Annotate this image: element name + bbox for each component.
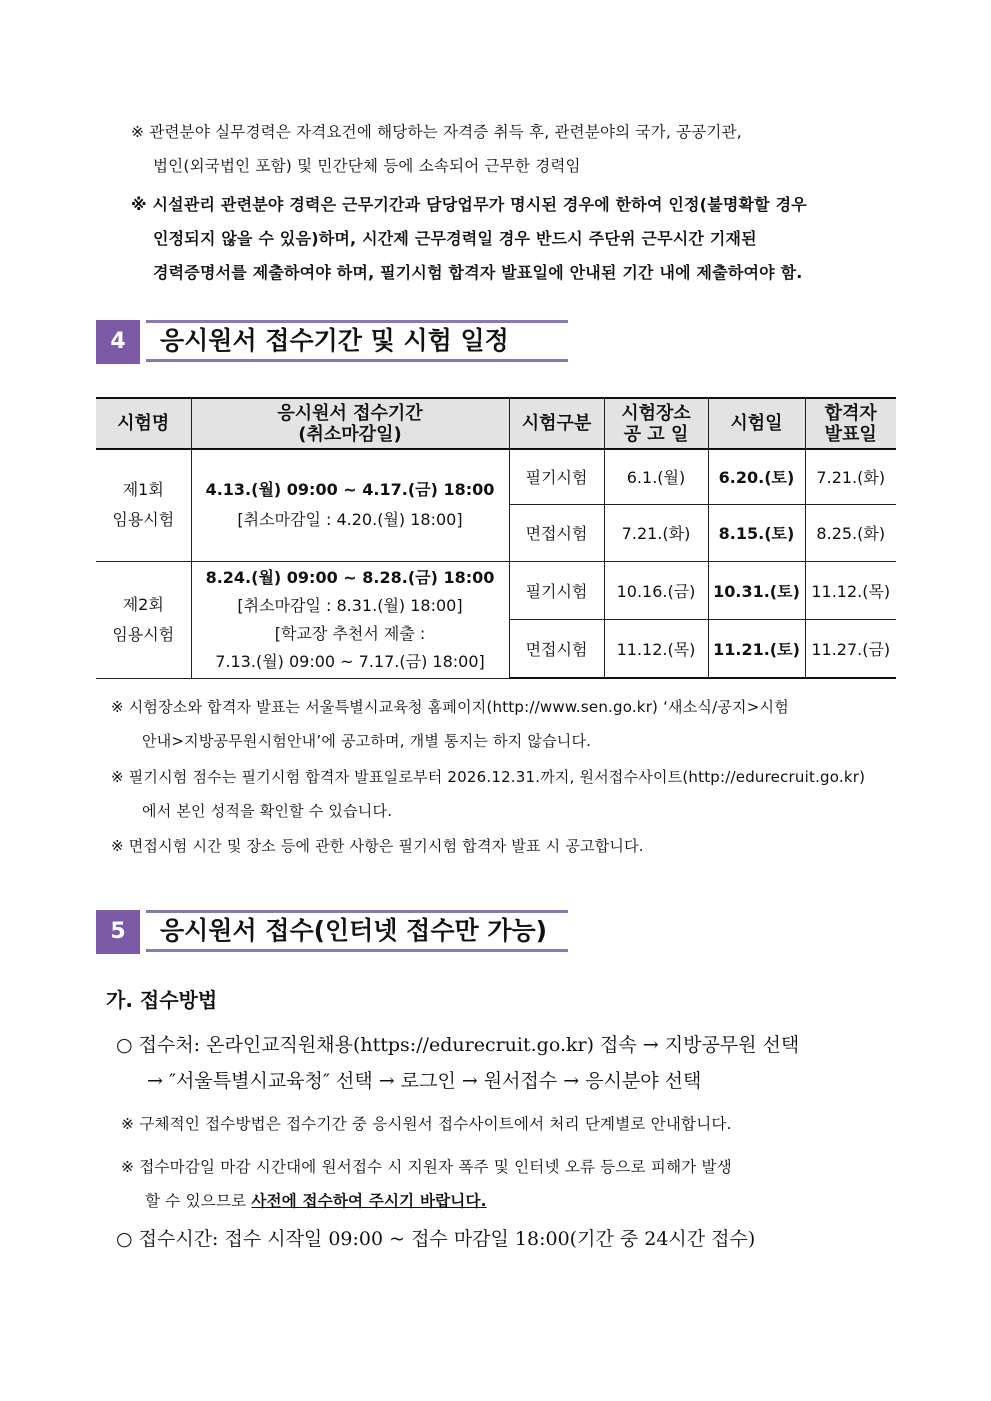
header-place-line2: 공 고 일 xyxy=(623,423,689,445)
round2-name-line2: 임용시험 xyxy=(112,624,175,644)
header-place-notice xyxy=(604,398,708,449)
round1-period xyxy=(191,449,509,561)
method-line1: ○ 접수처: 온라인교직원채용(https://edurecruit.go.kr) 접속 → 지방공무원 선택 xyxy=(116,1034,800,1056)
round2-interview-date: 11.21.(토) xyxy=(708,619,805,678)
header-place-line1: 시험장소 xyxy=(621,402,691,424)
method-note2-line2 xyxy=(121,1184,732,1218)
note-experience-line1: ※ 관련분야 실무경력은 자격요건에 해당하는 자격증 취득 후, 관련분야의 국가, 공공기관, xyxy=(131,123,742,141)
section-5-number: 5 xyxy=(96,910,140,954)
section-4-title: 응시원서 접수기간 및 시험 일정 xyxy=(146,320,568,362)
section-4-number: 4 xyxy=(96,320,140,364)
note-experience xyxy=(131,115,742,183)
header-result-line2: 발표일 xyxy=(824,423,877,445)
header-exam-name: 시험명 xyxy=(96,398,191,449)
round1-name-line2: 임용시험 xyxy=(112,510,175,530)
note-facility-experience xyxy=(131,188,807,290)
round2-interview-result: 11.27.(금) xyxy=(805,619,896,678)
round2-name xyxy=(96,561,191,678)
round1-written-result: 7.21.(화) xyxy=(805,449,896,504)
round2-interview-place: 11.12.(목) xyxy=(604,619,708,678)
method-note2-prefix: 할 수 있으므로 xyxy=(145,1192,252,1210)
header-result-date xyxy=(805,398,896,449)
round1-written-date: 6.20.(토) xyxy=(708,449,805,504)
note-score-check xyxy=(111,760,865,828)
table-header-row xyxy=(96,398,896,449)
round2-written-date: 10.31.(토) xyxy=(708,561,805,619)
round1-interview-place: 7.21.(화) xyxy=(604,504,708,561)
round1-name xyxy=(96,449,191,561)
round1-period-main: 4.13.(월) 09:00 ~ 4.17.(금) 18:00 xyxy=(205,480,495,500)
header-exam-type: 시험구분 xyxy=(509,398,604,449)
note-score-line2: 에서 본인 성적을 확인할 수 있습니다. xyxy=(142,802,393,820)
method-note2-emphasis: 사전에 접수하여 주시기 바랍니다. xyxy=(251,1192,487,1210)
table-row xyxy=(96,449,896,504)
section-5-title: 응시원서 접수(인터넷 접수만 가능) xyxy=(146,910,568,952)
method-note2-line1: ※ 접수마감일 마감 시간대에 원서접수 시 지원자 폭주 및 인터넷 오류 등으로 피해가 발생 xyxy=(121,1158,732,1176)
round2-interview-type: 면접시험 xyxy=(509,619,604,678)
round2-name-line1: 제2회 xyxy=(122,594,164,614)
note-facility-line2: 인정되지 않을 수 있음)하며, 시간제 근무경력일 경우 반드시 주단위 근무시간 기재된 xyxy=(153,229,757,248)
method-line2: → ″서울특별시교육청″ 선택 → 로그인 → 원서접수 → 응시분야 선택 xyxy=(147,1070,702,1092)
note-experience-line2: 법인(외국법인 포함) 및 민간단체 등에 소속되어 근무한 경력임 xyxy=(153,157,581,175)
header-period-line1: 응시원서 접수기간 xyxy=(277,402,423,424)
header-exam-date: 시험일 xyxy=(708,398,805,449)
round2-written-place: 10.16.(금) xyxy=(604,561,708,619)
note-announcement-line2: 안내>지방공무원시험안내’에 공고하며, 개별 통지는 하지 않습니다. xyxy=(142,732,592,750)
round1-written-place: 6.1.(월) xyxy=(604,449,708,504)
table-row xyxy=(96,561,896,619)
header-result-line1: 합격자 xyxy=(824,402,877,424)
note-announcement-line1: ※ 시험장소와 합격자 발표는 서울특별시교육청 홈페이지(http://www.sen.go.kr) ‘새소식/공지>시험 xyxy=(111,698,789,716)
round2-period-main: 8.24.(월) 09:00 ~ 8.28.(금) 18:00 xyxy=(205,567,495,587)
subsection-title: 가. 접수방법 xyxy=(106,988,218,1012)
round1-period-cancel: [취소마감일 : 4.20.(월) 18:00] xyxy=(237,510,463,530)
exam-schedule-table xyxy=(96,397,896,679)
round1-interview-date: 8.15.(토) xyxy=(708,504,805,561)
note-interview-line1: ※ 면접시험 시간 및 장소 등에 관한 사항은 필기시험 합격자 발표 시 공고합니다. xyxy=(111,837,644,855)
method-note1: ※ 구체적인 접수방법은 접수기간 중 응시원서 접수사이트에서 처리 단계별로 안내합니다. xyxy=(121,1115,732,1133)
note-facility-line3: 경력증명서를 제출하여야 하며, 필기시험 합격자 발표일에 안내된 기간 내에 제출하여야 함. xyxy=(153,263,803,282)
round1-interview-result: 8.25.(화) xyxy=(805,504,896,561)
method-note2 xyxy=(121,1150,732,1218)
round1-name-line1: 제1회 xyxy=(122,480,164,500)
application-time: ○ 접수시간: 접수 시작일 09:00 ~ 접수 마감일 18:00(기간 중 24시간 접수) xyxy=(116,1228,756,1250)
round2-written-type: 필기시험 xyxy=(509,561,604,619)
round1-written-type: 필기시험 xyxy=(509,449,604,504)
note-announcement xyxy=(111,690,789,758)
round2-period-rec2: 7.13.(월) 09:00 ~ 7.17.(금) 18:00] xyxy=(215,651,485,671)
header-application-period xyxy=(191,398,509,449)
round1-interview-type: 면접시험 xyxy=(509,504,604,561)
header-period-line2: (취소마감일) xyxy=(298,423,402,445)
round2-period-rec1: [학교장 추천서 제출 : xyxy=(274,623,426,643)
note-facility-line1: ※ 시설관리 관련분야 경력은 근무기간과 담당업무가 명시된 경우에 한하여 인정(불명확할 경우 xyxy=(131,195,807,214)
round2-period xyxy=(191,561,509,678)
note-interview-info xyxy=(111,829,644,863)
note-score-line1: ※ 필기시험 점수는 필기시험 합격자 발표일로부터 2026.12.31.까지, 원서접수사이트(http://edurecruit.go.kr) xyxy=(111,768,866,786)
round2-period-cancel: [취소마감일 : 8.31.(월) 18:00] xyxy=(237,595,463,615)
round2-written-result: 11.12.(목) xyxy=(805,561,896,619)
